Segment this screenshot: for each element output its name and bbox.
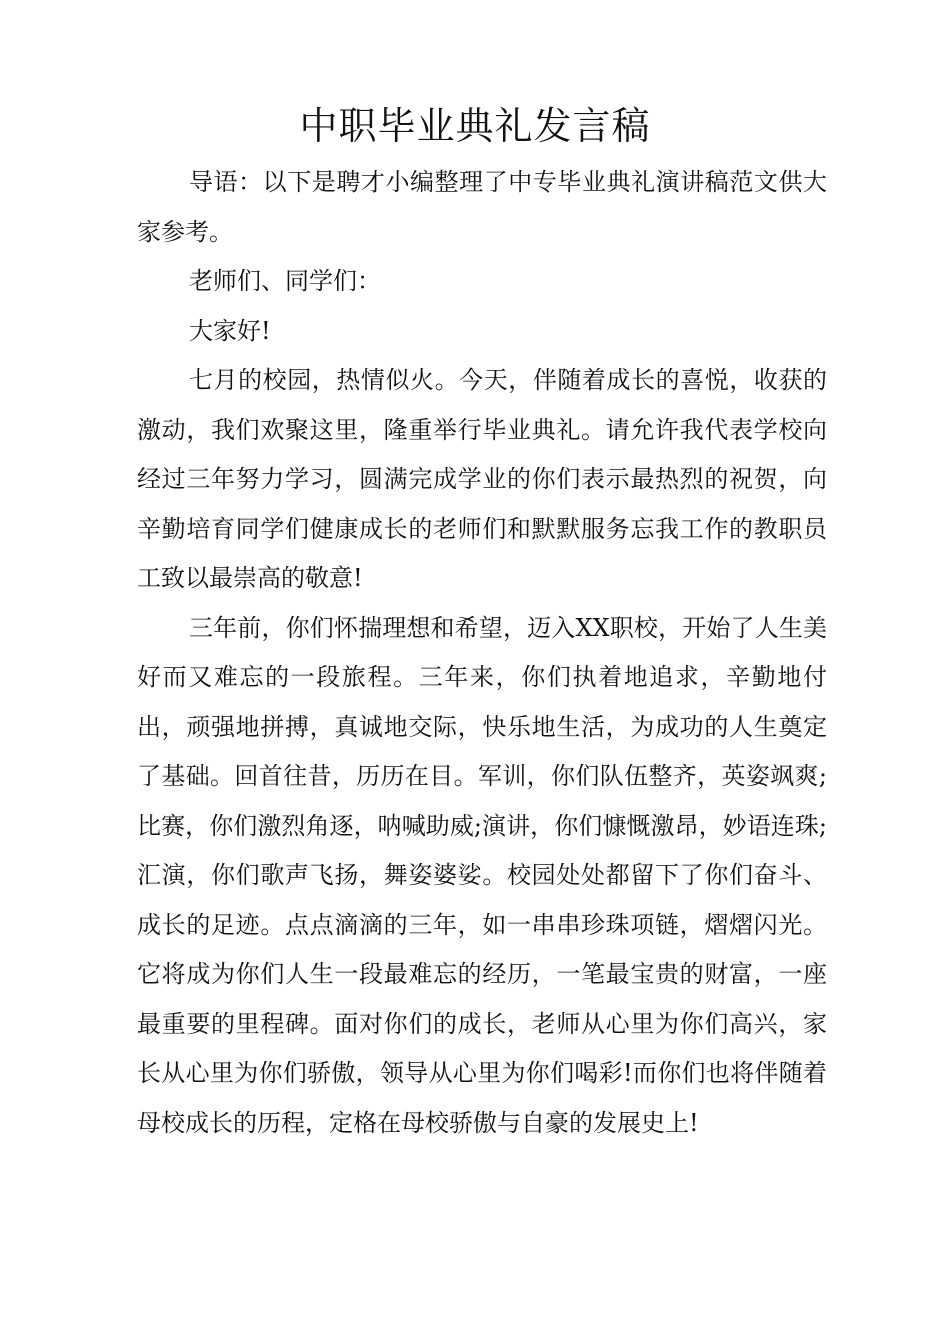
paragraph-body-1: 七月的校园，热情似火。今天，伴随着成长的喜悦，收获的激动，我们欢聚这里，隆重举行毕业典礼。请允许我代表学校向经过三年努力学习，圆满完成学业的你们表示最热烈的祝贺，向辛勤培育同学们健康成长的老师们和默默服务忘我工作的教职员工致以最崇高的敬意! <box>137 366 827 592</box>
document-body <box>137 158 827 1148</box>
paragraph-intro: 导语：以下是聘才小编整理了中专毕业典礼演讲稿范文供大家参考。 <box>137 168 827 246</box>
paragraph-body-2: 三年前，你们怀揣理想和希望，迈入XX职校，开始了人生美好而又难忘的一段旅程。三年来，你们执着地追求，辛勤地付出，顽强地拼搏，真诚地交际，快乐地生活，为成功的人生奠定了基础。回首往昔，历历在目。军训，你们队伍整齐，英姿飒爽;比赛，你们激烈角逐，呐喊助威;演讲，你们慷慨激昂，妙语连珠;汇演，你们歌声飞扬，舞姿婆娑。校园处处都留下了你们奋斗、成长的足迹。点点滴滴的三年，如一串串珍珠项链，熠熠闪光。它将成为你们人生一段最难忘的经历，一笔最宝贵的财富，一座最重要的里程碑。面对你们的成长，老师从心里为你们高兴，家长从心里为你们骄傲，领导从心里为你们喝彩!而你们也将伴随着母校成长的历程，定格在母校骄傲与自豪的发展史上! <box>137 613 827 1137</box>
paragraph-greeting: 大家好! <box>189 316 271 345</box>
document-title: 中职毕业典礼发言稿 <box>299 104 651 148</box>
paragraph-salutation: 老师们、同学们： <box>189 267 381 295</box>
